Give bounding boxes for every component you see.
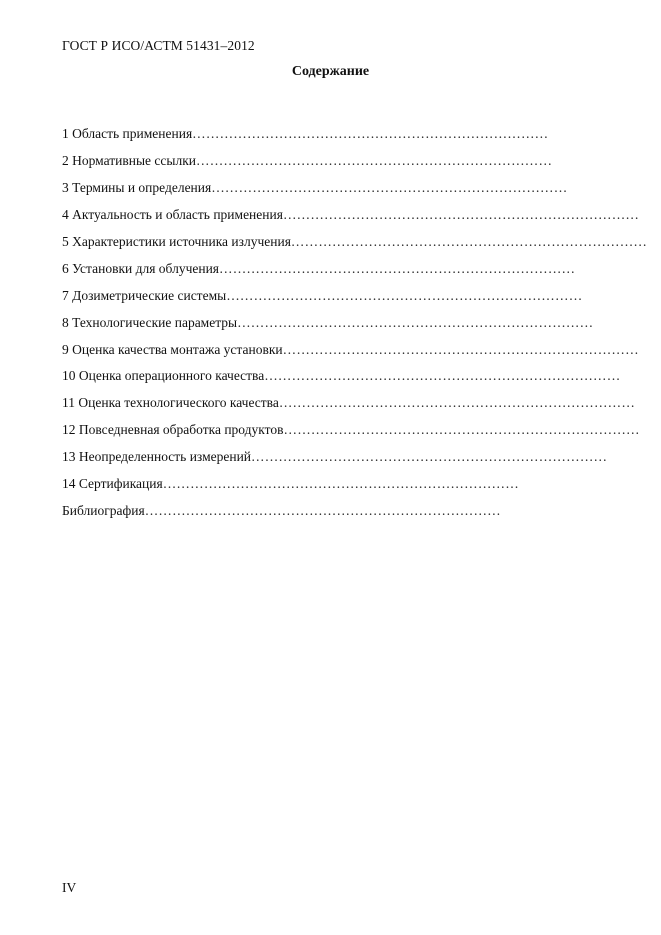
toc-entry xyxy=(62,202,640,229)
toc-entry-label: 5 Характеристики источника излучения xyxy=(62,234,291,249)
toc-entry-label: 7 Дозиметрические системы xyxy=(62,287,227,303)
toc-entry-label: 3 Термины и определения xyxy=(62,180,212,196)
toc-dot-leader: …………………………………………………………………… xyxy=(282,207,640,223)
toc-dot-leader: …………………………………………………………………… xyxy=(192,126,549,142)
toc-dot-leader: …………………………………………………………………… xyxy=(211,180,568,196)
toc-entry-label: 12 Повседневная обработка продуктов xyxy=(62,422,284,438)
toc-dot-leader: …………………………………………………………………… xyxy=(264,368,621,384)
toc-entry xyxy=(62,175,592,202)
toc-entry xyxy=(62,363,621,390)
toc-entry-label: 11 Оценка технологического качества xyxy=(62,395,279,411)
toc-entry-label: 13 Неопределенность измерений xyxy=(62,449,252,465)
toc-entry-label: 1 Область применения xyxy=(62,126,193,142)
toc-dot-leader: …………………………………………………………………… xyxy=(251,449,608,465)
toc-dot-leader: …………………………………………………………………… xyxy=(282,341,639,357)
toc-entry-label: 4 Актуальность и область применения xyxy=(62,207,283,223)
toc-dot-leader: …………………………………………………………………… xyxy=(278,395,636,411)
toc-entry xyxy=(62,471,589,498)
toc-entry xyxy=(62,336,639,363)
standard-designation: ГОСТ Р ИСО/АСТМ 51431–2012 xyxy=(62,38,255,53)
toc-dot-leader: …………………………………………………………………… xyxy=(226,287,583,303)
toc-title: Содержание xyxy=(291,64,370,79)
toc-entry xyxy=(62,148,589,175)
toc-entry-label: 10 Оценка операционного качества xyxy=(62,368,265,384)
toc-entry xyxy=(62,417,640,444)
toc-dot-leader: …………………………………………………………………… xyxy=(162,476,519,492)
toc-dot-leader: …………………………………………………………………… xyxy=(196,153,553,169)
toc-dot-leader: …………………………………………………………………… xyxy=(219,260,576,276)
toc-entry xyxy=(62,282,592,309)
toc-dot-leader: …………………………………………………………………… xyxy=(290,234,648,249)
toc-entry xyxy=(62,497,592,524)
toc-entry-label: 14 Сертификация xyxy=(62,476,163,492)
toc-entry-label: 2 Нормативные ссылки xyxy=(62,153,196,169)
toc-entry xyxy=(62,309,594,336)
toc-entry xyxy=(62,255,591,282)
toc-entry-label: 8 Технологические параметры xyxy=(62,314,238,330)
page-number: IV xyxy=(62,880,77,895)
toc-dot-leader: …………………………………………………………………… xyxy=(237,314,594,330)
toc-entry-label: Библиография xyxy=(62,502,145,518)
toc-entry-label: 6 Установки для облучения xyxy=(62,260,220,276)
toc-entry-label: 9 Оценка качества монтажа установки xyxy=(62,341,283,357)
table-of-contents xyxy=(62,121,648,524)
toc-entry xyxy=(62,121,589,148)
toc-dot-leader: …………………………………………………………………… xyxy=(144,502,501,518)
toc-dot-leader: …………………………………………………………………… xyxy=(283,422,640,438)
toc-entry xyxy=(62,229,648,256)
toc-entry xyxy=(62,444,608,471)
toc-entry xyxy=(62,390,636,417)
